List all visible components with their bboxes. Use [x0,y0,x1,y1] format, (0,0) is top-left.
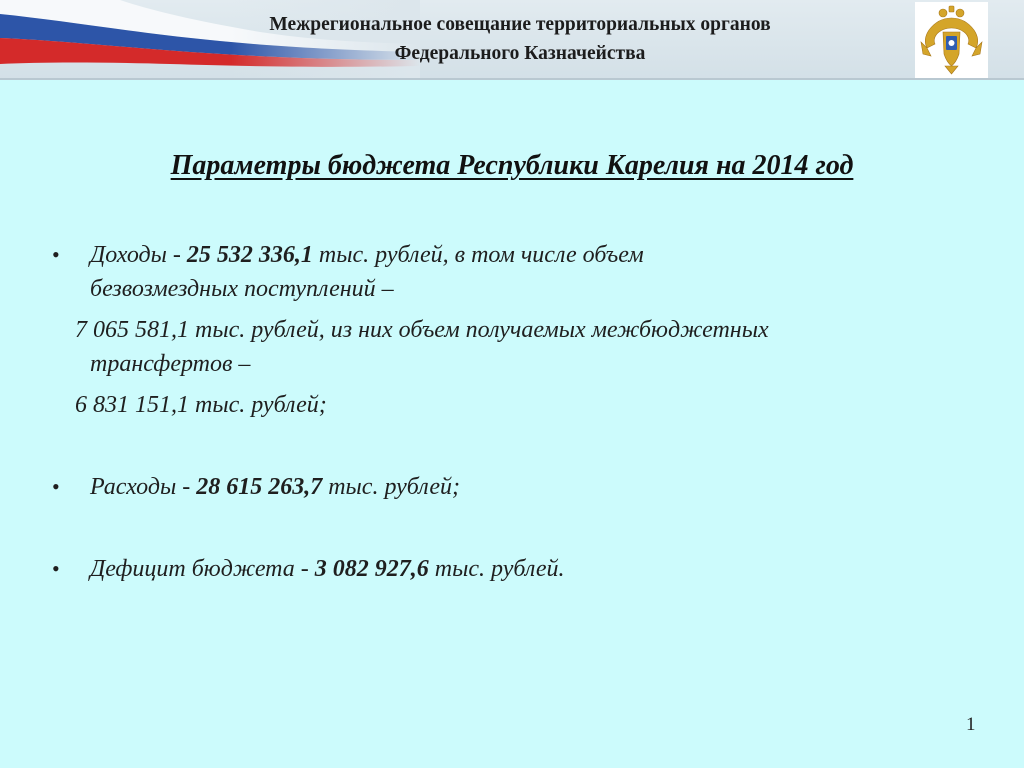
revenue-line-2: безвозмездных поступлений – [90,276,394,302]
revenue-label: Доходы - [90,242,187,268]
list-item-revenue [90,238,644,272]
header-title-line-2: Федерального Казначейства [394,43,646,64]
header-title-line-1: Межрегиональное совещание территориальных органов [269,14,771,35]
deficit-label: Дефицит бюджета - [90,556,315,582]
revenue-amount: 25 532 336,1 [186,242,313,268]
header-divider [0,78,1024,80]
deficit-text: тыс. рублей. [428,556,565,582]
bullet-marker: • [52,556,60,581]
revenue-line-5: 6 831 151,1 тыс. рублей; [75,392,327,418]
revenue-line-3: 7 065 581,1 тыс. рублей, из них объем получаемых межбюджетных [75,317,769,343]
header-bar [0,0,1024,80]
bullet-marker: • [52,242,60,267]
page-number: 1 [966,714,976,735]
expenses-amount: 28 615 263,7 [196,474,323,500]
treasury-emblem [915,2,988,78]
double-headed-eagle-emblem-icon [915,2,988,78]
bullet-marker: • [52,474,60,499]
list-item-expenses [90,470,460,504]
revenue-text: тыс. рублей, в том числе объем [312,242,644,268]
expenses-text: тыс. рублей; [322,474,460,500]
slide-title: Параметры бюджета Республики Карелия на 2014 год [170,150,854,181]
revenue-line-4: трансфертов – [90,351,251,377]
header-title [120,10,920,68]
list-item-deficit [90,552,565,586]
deficit-amount: 3 082 927,6 [314,556,429,582]
expenses-label: Расходы - [90,474,197,500]
